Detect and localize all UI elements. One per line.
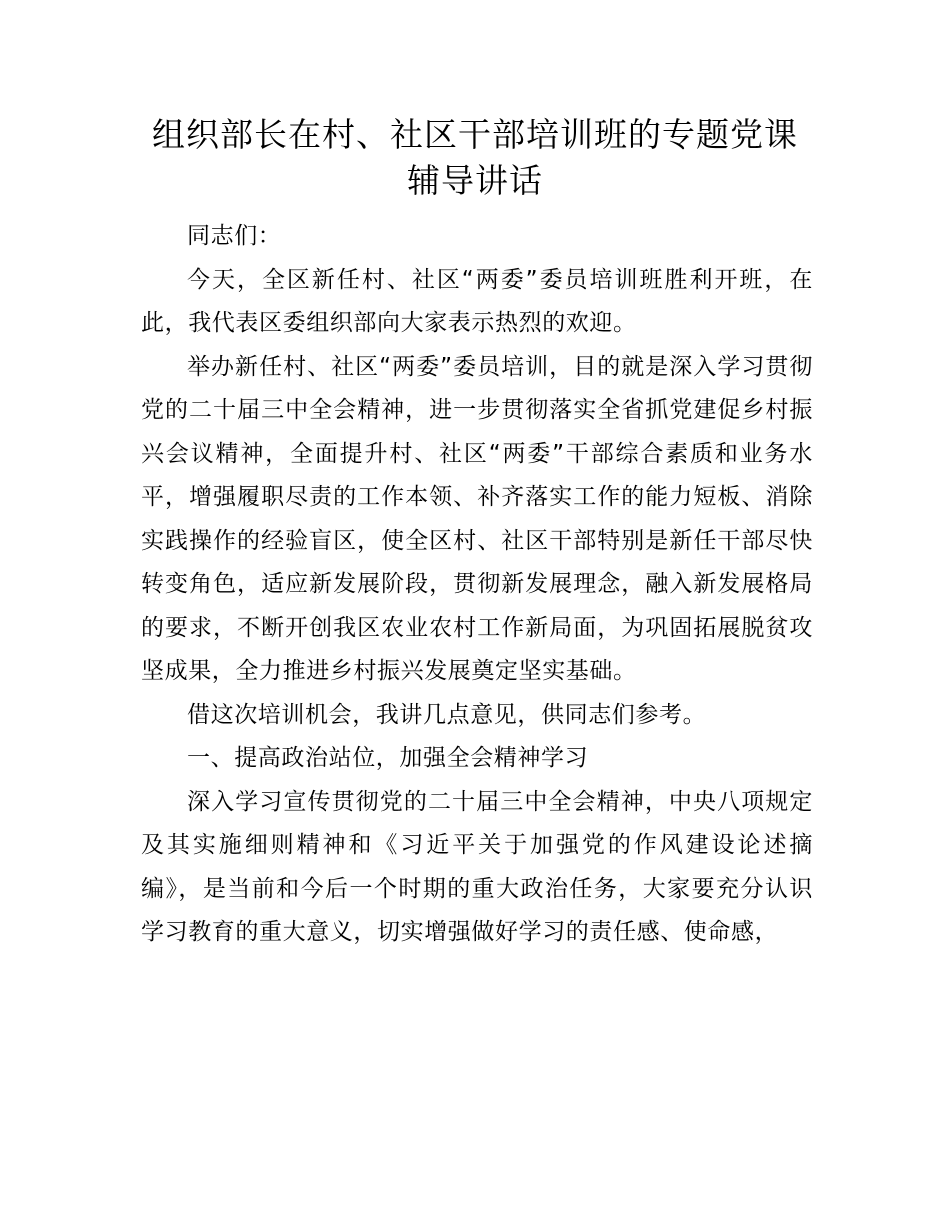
intro-paragraph: 借这次培训机会，我讲几点意见，供同志们参考。	[187, 701, 707, 728]
welcome-paragraph: 今天，全区新任村、社区“两委”委员培训班胜利开班，在此，我代表区委组织部向大家表示热烈的欢迎。	[141, 266, 813, 336]
document-title: 组织部长在村、社区干部培训班的专题党课辅导讲话	[152, 115, 798, 200]
document-body	[141, 215, 813, 955]
section-paragraph: 深入学习宣传贯彻党的二十届三中全会精神，中央八项规定及其实施细则精神和《习近平关于加强党的作风建设论述摘编》，是当前和今后一个时期的重大政治任务，大家要充分认识学习教育的重大意义，切实增强做好学习的责任感、使命感，	[141, 788, 813, 945]
salutation-paragraph: 同志们：	[187, 223, 282, 249]
section-heading-1: 一、提高政治站位，加强全会精神学习	[187, 745, 589, 771]
purpose-paragraph: 举办新任村、社区“两委”委员培训，目的就是深入学习贯彻党的二十届三中全会精神，进一步贯彻落实全省抓党建促乡村振兴会议精神，全面提升村、社区“两委”干部综合素质和业务水平，增强履职尽责的工作本领、补齐落实工作的能力短板、消除实践操作的经验盲区，使全区村、社区干部特别是新任干部尽快转变角色，适应新发展阶段，贯彻新发展理念，融入新发展格局的要求，不断开创我区农业农村工作新局面，为巩固拓展脱贫攻坚成果，全力推进乡村振兴发展奠定坚实基础。	[141, 353, 813, 684]
